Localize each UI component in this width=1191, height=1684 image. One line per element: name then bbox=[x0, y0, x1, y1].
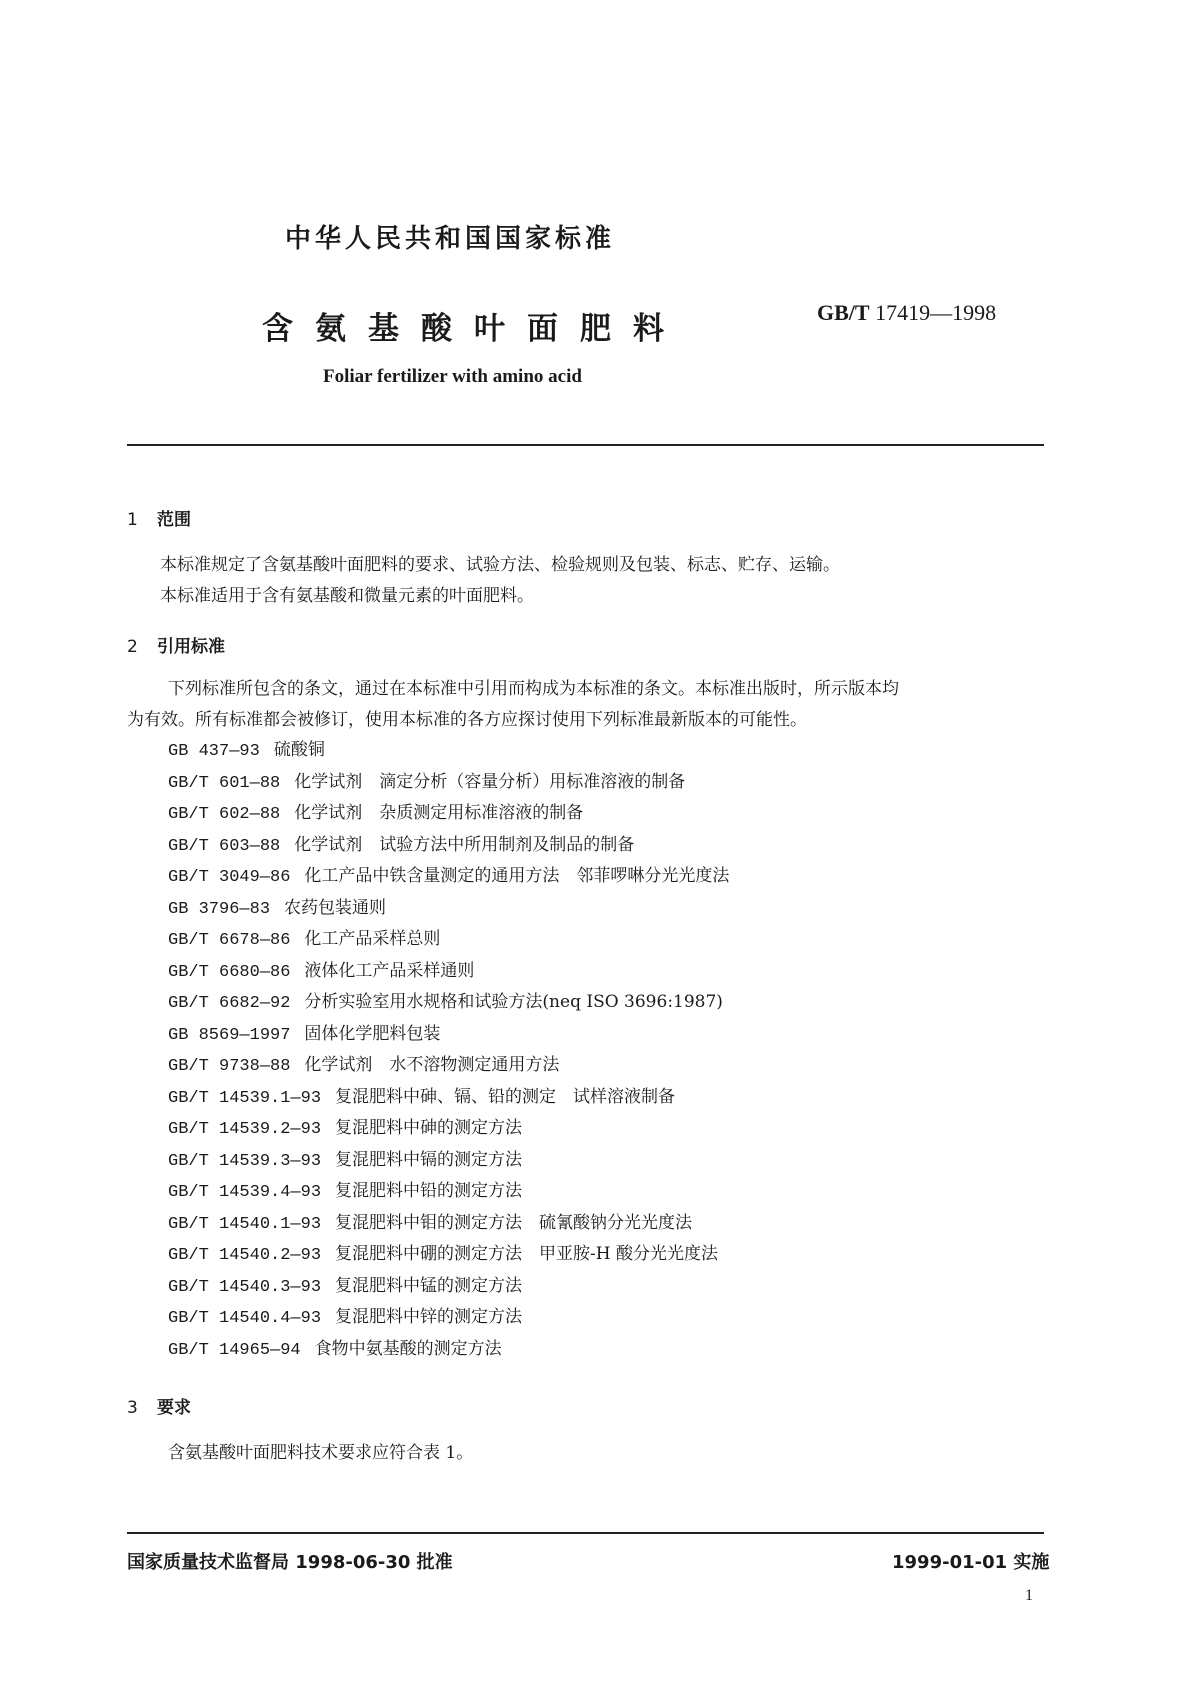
reference-item bbox=[168, 893, 729, 925]
standard-code-number: 17419—1998 bbox=[875, 300, 997, 325]
reference-item bbox=[168, 1302, 729, 1334]
reference-item bbox=[168, 1208, 729, 1240]
header-divider bbox=[127, 444, 1044, 446]
reference-item bbox=[168, 1239, 729, 1271]
reference-code: GB/T 14539.2—93 bbox=[168, 1120, 322, 1139]
reference-title: 化学试剂 水不溶物测定通用方法 bbox=[304, 1055, 560, 1075]
section-heading-references bbox=[127, 632, 225, 657]
section-title: 引用标准 bbox=[157, 637, 225, 657]
section-heading-scope bbox=[127, 505, 191, 530]
reference-code: GB/T 601—88 bbox=[168, 773, 281, 793]
reference-item bbox=[168, 830, 729, 862]
section-number: 3 bbox=[127, 1398, 138, 1418]
reference-title: 复混肥料中硼的测定方法 甲亚胺-H 酸分光光度法 bbox=[335, 1244, 719, 1264]
reference-item bbox=[168, 1019, 729, 1051]
reference-code: GB/T 602—88 bbox=[168, 805, 281, 824]
reference-item bbox=[168, 1082, 729, 1114]
footer-divider bbox=[127, 1532, 1044, 1534]
reference-title: 液体化工产品采样通则 bbox=[304, 960, 475, 981]
scope-paragraph-2: 本标准适用于含有氨基酸和微量元素的叶面肥料。 bbox=[160, 586, 534, 606]
reference-code: GB 437—93 bbox=[168, 742, 260, 761]
reference-item bbox=[168, 1334, 729, 1366]
reference-title: 食物中氨基酸的测定方法 bbox=[314, 1338, 502, 1359]
section-number: 2 bbox=[127, 637, 138, 657]
reference-item bbox=[168, 956, 729, 988]
reference-item bbox=[168, 767, 729, 799]
standard-code bbox=[817, 300, 996, 326]
reference-title: 化学试剂 试验方法中所用制剂及制品的制备 bbox=[294, 834, 635, 855]
section-title: 要求 bbox=[157, 1398, 191, 1418]
reference-item bbox=[168, 735, 729, 767]
reference-code: GB/T 3049—86 bbox=[168, 868, 291, 887]
reference-title: 复混肥料中锌的测定方法 bbox=[335, 1307, 523, 1327]
reference-title: 复混肥料中砷、镉、铅的测定 试样溶液制备 bbox=[335, 1086, 676, 1107]
reference-list bbox=[168, 735, 729, 1365]
reference-title: 固体化学肥料包装 bbox=[304, 1023, 441, 1044]
reference-item bbox=[168, 798, 729, 830]
reference-item bbox=[168, 987, 729, 1019]
reference-code: GB/T 14540.2—93 bbox=[168, 1246, 322, 1265]
reference-title: 化工产品采样总则 bbox=[304, 929, 441, 949]
references-intro-line-2: 为有效。所有标准都会被修订，使用本标准的各方应探讨使用下列标准最新版本的可能性。 bbox=[127, 710, 807, 730]
reference-item bbox=[168, 1176, 729, 1208]
reference-item bbox=[168, 924, 729, 956]
reference-code: GB/T 603—88 bbox=[168, 836, 281, 856]
reference-code: GB/T 14539.3—93 bbox=[168, 1151, 322, 1171]
page-number: 1 bbox=[1025, 1587, 1033, 1604]
reference-code: GB/T 14540.3—93 bbox=[168, 1277, 322, 1297]
reference-code: GB 8569—1997 bbox=[168, 1025, 291, 1045]
reference-code: GB 3796—83 bbox=[168, 899, 271, 919]
section-title: 范围 bbox=[157, 510, 191, 530]
scope-paragraph-1: 本标准规定了含氨基酸叶面肥料的要求、试验方法、检验规则及包装、标志、贮存、运输。 bbox=[160, 555, 840, 575]
title-chinese: 含氨基酸叶面肥料 bbox=[262, 311, 686, 347]
reference-code: GB/T 9738—88 bbox=[168, 1057, 291, 1076]
reference-code: GB/T 6678—86 bbox=[168, 931, 291, 950]
references-intro-line-1: 下列标准所包含的条文，通过在本标准中引用而构成为本标准的条文。本标准出版时，所示版本均 bbox=[168, 679, 899, 699]
reference-code: GB/T 14540.1—93 bbox=[168, 1214, 322, 1234]
reference-item bbox=[168, 1145, 729, 1177]
approval-date: 国家质量技术监督局 1998-06-30 批准 bbox=[127, 1552, 453, 1573]
reference-title: 复混肥料中砷的测定方法 bbox=[335, 1118, 523, 1138]
requirements-text: 含氨基酸叶面肥料技术要求应符合表 1。 bbox=[168, 1443, 474, 1463]
effective-date: 1999-01-01 实施 bbox=[892, 1552, 1050, 1573]
reference-code: GB/T 14539.4—93 bbox=[168, 1183, 322, 1202]
reference-title: 复混肥料中镉的测定方法 bbox=[335, 1149, 523, 1170]
reference-title: 农药包装通则 bbox=[284, 897, 387, 918]
reference-title: 复混肥料中钼的测定方法 硫氰酸钠分光光度法 bbox=[335, 1212, 693, 1233]
reference-title: 分析实验室用水规格和试验方法(neq ISO 3696:1987) bbox=[304, 992, 723, 1012]
reference-item bbox=[168, 1050, 729, 1082]
title-english: Foliar fertilizer with amino acid bbox=[323, 366, 582, 387]
standard-name: 中华人民共和国国家标准 bbox=[285, 224, 616, 254]
reference-item bbox=[168, 861, 729, 893]
reference-title: 化工产品中铁含量测定的通用方法 邻菲啰啉分光光度法 bbox=[304, 866, 730, 886]
section-number: 1 bbox=[127, 510, 138, 530]
reference-title: 化学试剂 滴定分析（容量分析）用标准溶液的制备 bbox=[294, 771, 686, 792]
reference-code: GB/T 14539.1—93 bbox=[168, 1088, 322, 1108]
reference-title: 化学试剂 杂质测定用标准溶液的制备 bbox=[294, 803, 584, 823]
reference-code: GB/T 6682—92 bbox=[168, 994, 291, 1013]
reference-item bbox=[168, 1271, 729, 1303]
reference-title: 复混肥料中铅的测定方法 bbox=[335, 1181, 523, 1201]
reference-title: 复混肥料中锰的测定方法 bbox=[335, 1275, 523, 1296]
reference-code: GB/T 14965—94 bbox=[168, 1340, 301, 1360]
reference-code: GB/T 6680—86 bbox=[168, 962, 291, 982]
reference-code: GB/T 14540.4—93 bbox=[168, 1309, 322, 1328]
reference-title: 硫酸铜 bbox=[273, 740, 325, 760]
reference-item bbox=[168, 1113, 729, 1145]
standard-code-prefix: GB/T bbox=[817, 300, 870, 325]
section-heading-requirements bbox=[127, 1393, 191, 1418]
